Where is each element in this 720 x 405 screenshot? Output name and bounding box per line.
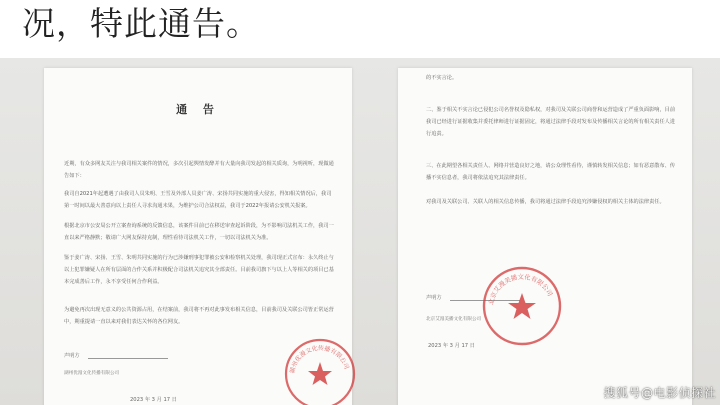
left-sign-label: 声明方 <box>64 353 80 359</box>
svg-text:湖州优漫文化传播有限公司: 湖州优漫文化传播有限公司 <box>289 344 351 375</box>
source-watermark: 搜狐号@电影侦探社 <box>603 386 716 400</box>
svg-text:北京艾漫美播文化有限公司: 北京艾漫美播文化有限公司 <box>487 272 555 306</box>
announcement-page-right <box>398 68 692 405</box>
left-paragraph-2: 我司自2021年起遭遇了由我司人员朱明、王雪及外部人员姜广涛、宋扬共同实施的重大侵害，得知相关情况后，我司第一时间以最大善意向以上责任人寻求沟通未果，为维护公司合法权益，我司于2022年报请公安机关报案。 <box>64 191 332 209</box>
left-paragraph-4: 鉴于姜广涛、宋扬、王雪、朱明共同实施的行为已涉嫌刑事犯罪被公安和检察机关处理，我司现正式宣布：永久终止与以上犯罪嫌疑人在所有层面的合作关系并积极配合司法机关追究其全部责任。目前我司旗下与以上人等相关的项目已基本完成善后工作，永不享受任何合作利益。 <box>64 255 334 285</box>
left-sign-line <box>88 358 168 359</box>
right-paragraph-2: 二、鉴于相关不实言论已侵犯公司名誉权及隐私权，对我司及关联公司商誉和运营造成了严重负面影响，目前我司已经进行证据收集并委托律师进行证据固定，将通过法律手段对发布及传播相关言论的所有相关责任人进行追责。 <box>426 107 676 137</box>
headline: 况，特此通告。 <box>22 4 260 43</box>
right-sign-company: 北京艾漫美播文化有限公司 <box>426 317 482 322</box>
right-sign-date: 2023 年 3 月 17 日 <box>428 343 475 349</box>
right-paragraph-4: 对我司及关联公司、关联人的相关信息传播，我司将通过法律手段追究涉嫌侵权的相关主体的法律责任。 <box>426 199 665 205</box>
left-sign-company: 湖州优漫文化传播有限公司 <box>64 371 120 376</box>
left-paragraph-1: 近期，有众多网友关注与我司相关案件的情况，多次引起舆情发酵并有大量向我司发起的相关质询，为明视听，现做通告如下： <box>64 161 334 179</box>
left-paragraph-5: 为避免再次出现无意义的公共资源占用，在结案前，我司将不再对此事发布相关信息，目前我司及关联公司皆正常运营中，期重提请一直以来对我们表达关怀的各位网友。 <box>64 307 334 325</box>
right-sign-label: 声明方 <box>426 295 442 301</box>
right-company-seal <box>480 264 564 348</box>
document-photo <box>0 58 720 405</box>
right-paragraph-1: 的不实言论。 <box>426 75 458 81</box>
left-paragraph-3: 根据北京市公安局公开立案查询系统的反馈信息，该案件目前已在移送审查起诉阶段，为不影响司法机关工作，我司一直以来严格静默；敬请广大网友保持克制，理性看待司法机关工作，一切以司法机关为准。 <box>64 223 334 241</box>
right-paragraph-3: 三、在此期望各相关责任人、网络并营造良好之地，请公众理性看待，谨慎转发相关信息；如有恶意散布、传播不实信息者，我司将依法追究其法律责任。 <box>426 163 676 181</box>
document-title: 通 告 <box>176 103 220 116</box>
left-company-seal <box>282 336 358 405</box>
left-sign-date: 2023 年 3 月 17 日 <box>130 397 177 403</box>
announcement-page-left <box>44 68 352 405</box>
